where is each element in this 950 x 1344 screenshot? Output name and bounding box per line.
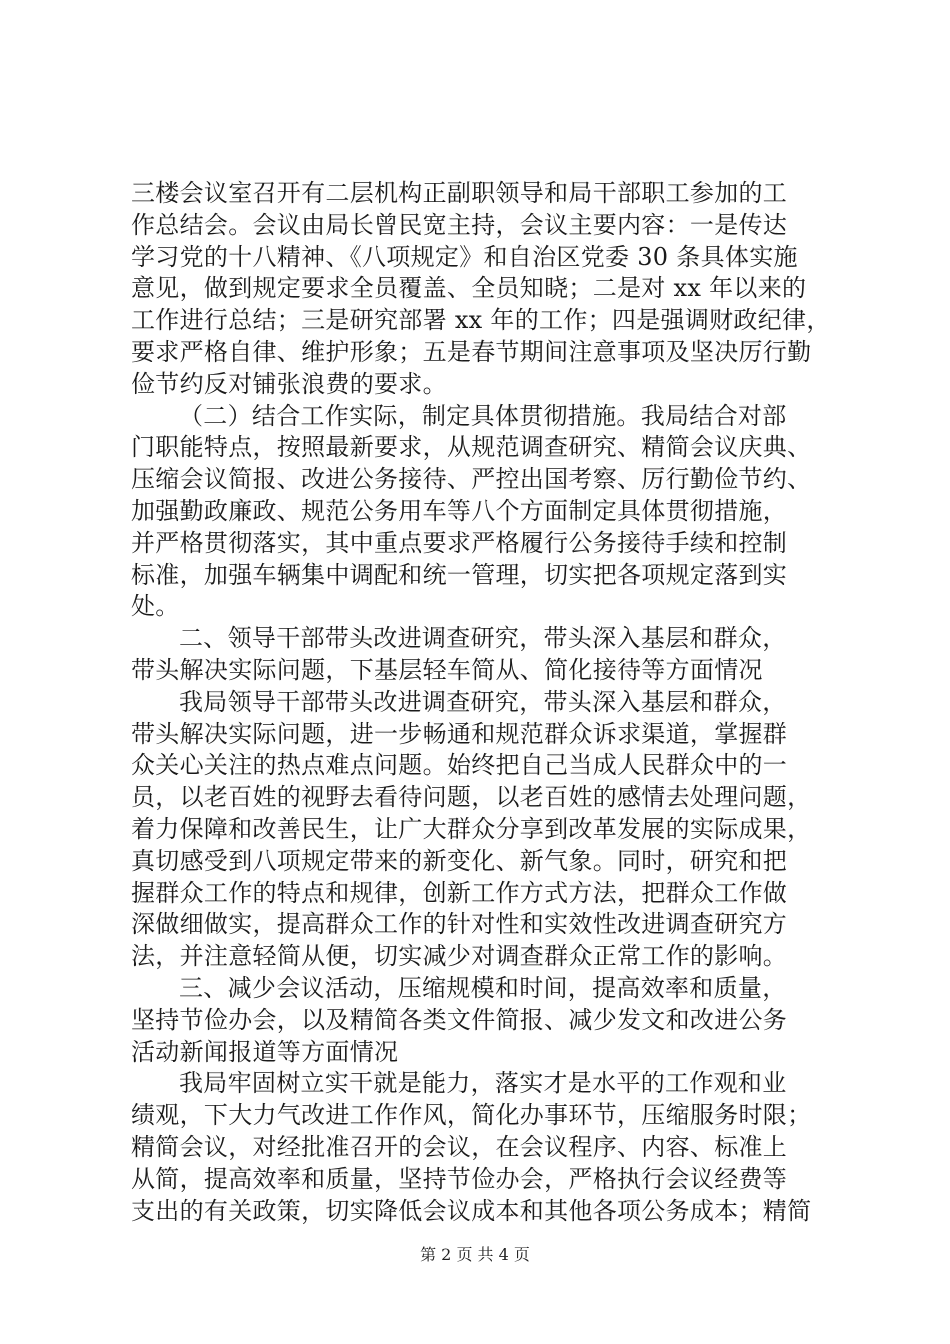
- text-line: 着力保障和改善民生，让广大群众分享到改革发展的实际成果，: [131, 814, 812, 843]
- text-line: 加强勤政廉政、规范公务用车等八个方面制定具体贯彻措施，: [131, 496, 788, 525]
- text-line: 压缩会议简报、改进公务接待、严控出国考察、厉行勤俭节约、: [131, 465, 812, 494]
- text-line: 三、减少会议活动，压缩规模和时间，提高效率和质量，: [179, 973, 787, 1002]
- text-line: 处。: [131, 592, 180, 621]
- text-line: 学习党的十八精神、《八项规定》和自治区党委 30 条具体实施: [131, 242, 798, 271]
- text-line: 真切感受到八项规定带来的新变化、新气象。同时，研究和把: [131, 846, 788, 875]
- text-line: 我局牢固树立实干就是能力，落实才是水平的工作观和业: [179, 1069, 787, 1098]
- text-line: 并严格贯彻落实，其中重点要求严格履行公务接待手续和控制: [131, 528, 788, 557]
- text-line: 俭节约反对铺张浪费的要求。: [131, 369, 447, 398]
- text-line: 门职能特点，按照最新要求，从规范调查研究、精简会议庆典、: [131, 433, 812, 462]
- text-line: 精简会议，对经批准召开的会议，在会议程序、内容、标准上: [131, 1132, 788, 1161]
- text-line: 标准，加强车辆集中调配和统一管理，切实把各项规定落到实: [131, 560, 788, 589]
- text-line: 握群众工作的特点和规律，创新工作方式方法，把群众工作做: [131, 878, 788, 907]
- text-line: 作总结会。会议由局长曾民宽主持，会议主要内容：一是传达: [131, 210, 788, 239]
- text-line: 坚持节俭办会，以及精简各类文件简报、减少发文和改进公务: [131, 1005, 788, 1034]
- text-line: 法，并注意轻简从便，切实减少对调查群众正常工作的影响。: [131, 942, 788, 971]
- text-line: 带头解决实际问题，下基层轻车简从、简化接待等方面情况: [131, 655, 763, 684]
- text-line: 三楼会议室召开有二层机构正副职领导和局干部职工参加的工: [131, 179, 788, 207]
- text-line: 二、领导干部带头改进调查研究，带头深入基层和群众，: [179, 624, 787, 653]
- text-line: 意见，做到规定要求全员覆盖、全员知晓；二是对 xx 年以来的: [131, 274, 807, 303]
- document-body: [131, 178, 831, 1227]
- text-line: 要求严格自律、维护形象；五是春节期间注意事项及坚决厉行勤: [131, 337, 812, 366]
- text-line: 众关心关注的热点难点问题。始终把自己当成人民群众中的一: [131, 751, 788, 780]
- page-footer: 第 2 页 共 4 页: [420, 1245, 530, 1264]
- text-line: 带头解决实际问题，进一步畅通和规范群众诉求渠道，掌握群: [131, 719, 788, 748]
- text-line: 绩观，下大力气改进工作作风，简化办事环节，压缩服务时限；: [131, 1101, 812, 1130]
- text-line: 活动新闻报道等方面情况: [131, 1037, 399, 1066]
- text-line: 支出的有关政策，切实降低会议成本和其他各项公务成本；精简: [131, 1196, 812, 1225]
- text-line: 员，以老百姓的视野去看待问题，以老百姓的感情去处理问题，: [131, 783, 812, 812]
- text-line: （二）结合工作实际，制定具体贯彻措施。我局结合对部: [179, 401, 787, 430]
- text-line: 深做细做实，提高群众工作的针对性和实效性改进调查研究方: [131, 910, 788, 939]
- text-line: 工作进行总结；三是研究部署 xx 年的工作；四是强调财政纪律，: [131, 306, 831, 335]
- text-line: 从简，提高效率和质量，坚持节俭办会，严格执行会议经费等: [131, 1164, 788, 1193]
- text-line: 我局领导干部带头改进调查研究，带头深入基层和群众，: [179, 687, 787, 716]
